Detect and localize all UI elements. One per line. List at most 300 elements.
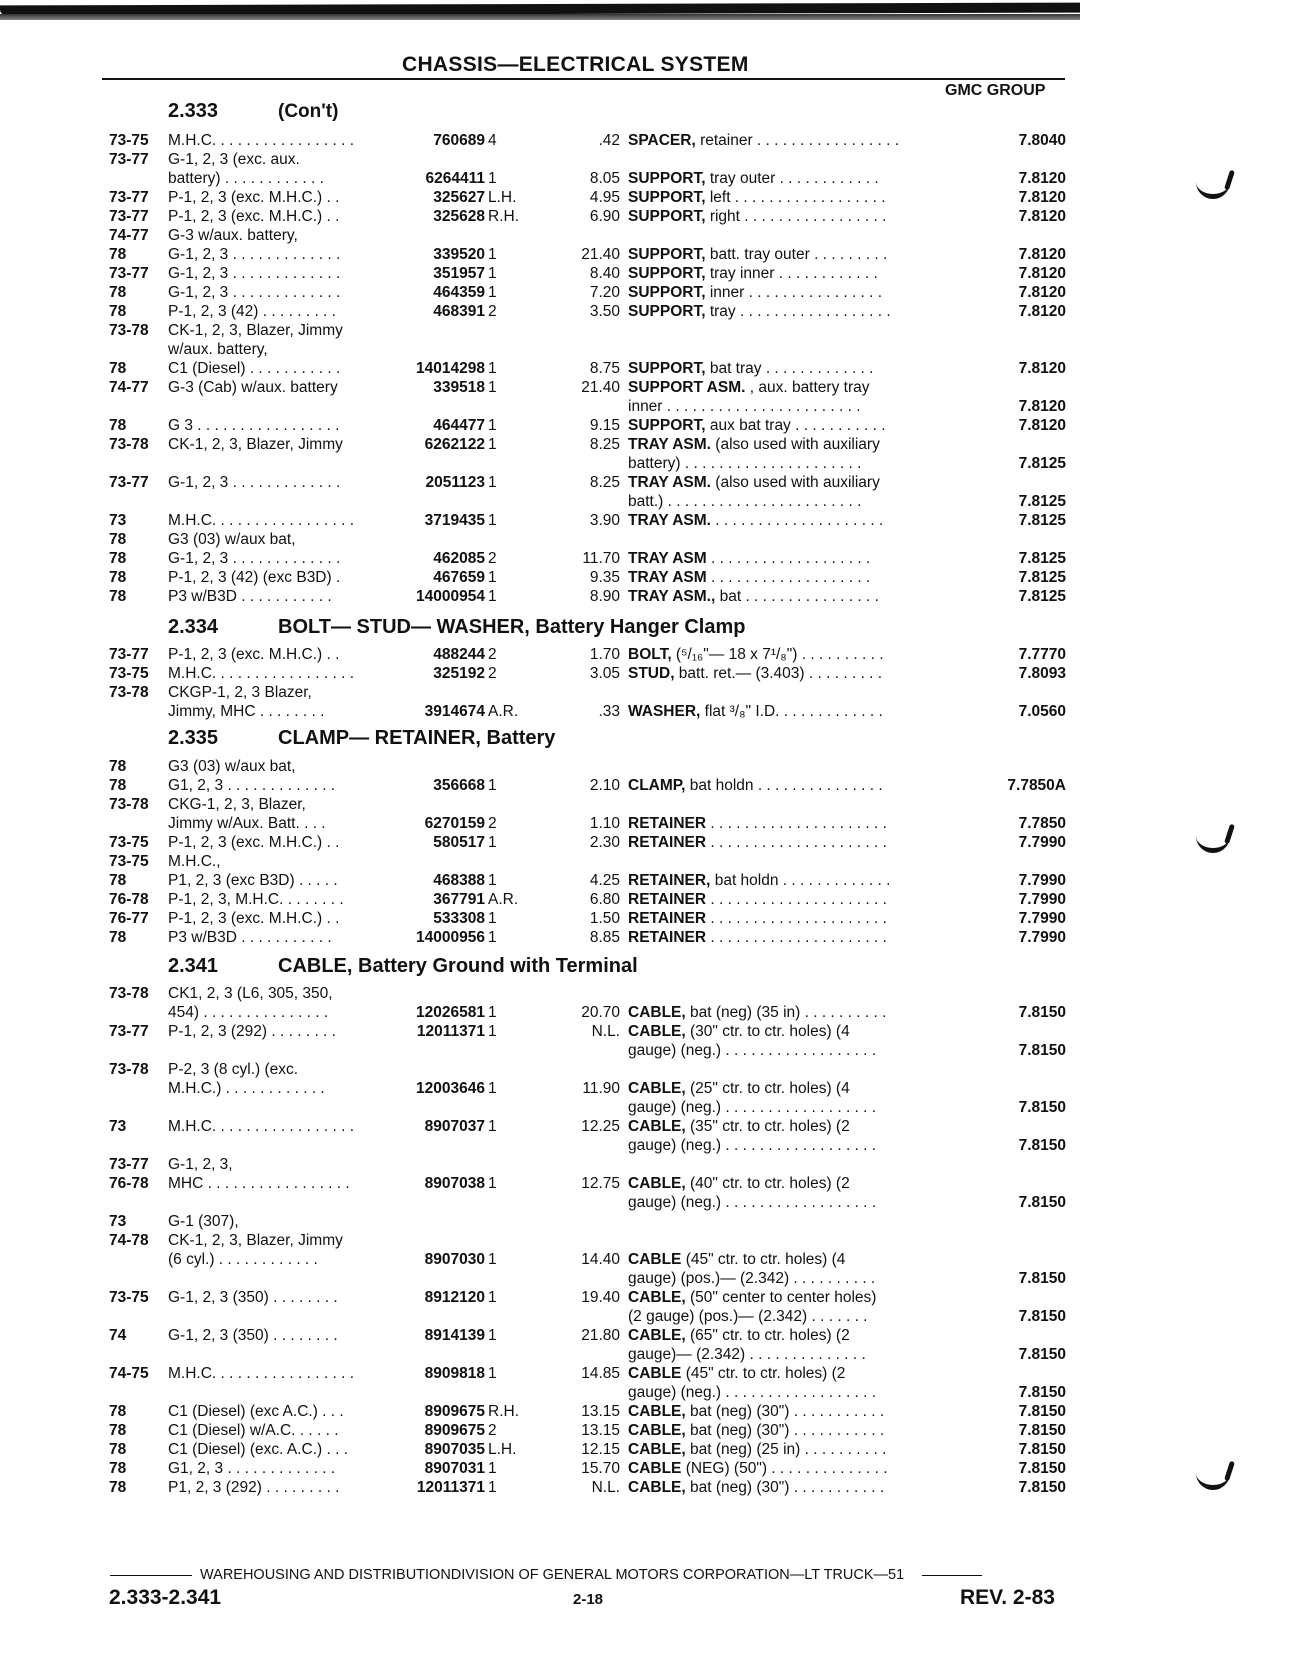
application: G3 (03) w/aux bat, (168, 758, 296, 775)
price: 11.90 (582, 1080, 620, 1097)
application: P-1, 2, 3 (42) (exc B3D) . (168, 569, 341, 586)
part-number: 8907031 (424, 1460, 485, 1477)
year-range: 76-77 (109, 910, 149, 927)
table-row (0, 984, 1305, 1003)
table-row (0, 283, 1305, 302)
description (628, 378, 950, 397)
part-detail: bat (neg) (30") . . . . . . . . . . . (685, 1403, 885, 1420)
group-number: 7.0560 (1018, 703, 1066, 720)
part-detail: retainer . . . . . . . . . . . . . . . . . (695, 132, 900, 149)
year-range: 78 (109, 777, 127, 794)
part-name: TRAY ASM., (628, 588, 716, 605)
year-range: 73-75 (109, 665, 149, 682)
application: G1, 2, 3 . . . . . . . . . . . . . (168, 1460, 336, 1477)
application: (6 cyl.) . . . . . . . . . . . . (168, 1251, 318, 1268)
section-number: 2.335 (168, 727, 219, 749)
description (628, 1478, 950, 1497)
application: P-1, 2, 3 (exc. M.H.C.) . . (168, 646, 340, 663)
price: 19.40 (581, 1289, 620, 1306)
part-number: 8907035 (424, 1441, 485, 1458)
table-row (0, 302, 1305, 321)
part-detail: bat tray . . . . . . . . . . . . . (705, 360, 874, 377)
table-row (0, 549, 1305, 568)
quantity: 1 (488, 246, 497, 263)
part-number: 12026581 (416, 1004, 485, 1021)
quantity: 1 (488, 379, 497, 396)
description (628, 1402, 950, 1421)
part-detail: inner . . . . . . . . . . . . . . . . . . . . . . . (628, 398, 861, 415)
application: Jimmy, MHC . . . . . . . . (168, 703, 325, 720)
part-name: CABLE, (628, 1023, 686, 1040)
application: w/aux. battery, (168, 341, 268, 358)
group-number: 7.7990 (1018, 929, 1066, 946)
year-range: 73-77 (109, 1023, 149, 1040)
group-number: 7.8150 (1018, 1422, 1066, 1439)
group-number: 7.8125 (1018, 455, 1066, 472)
description (628, 1117, 950, 1136)
year-range: 73-77 (109, 189, 149, 206)
section-heading (168, 100, 338, 123)
group-number: 7.8125 (1018, 493, 1066, 510)
part-number: 3914674 (424, 703, 485, 720)
quantity: R.H. (488, 1403, 519, 1420)
part-number: 488244 (433, 646, 485, 663)
quantity: 1 (488, 1460, 497, 1477)
table-row (0, 1117, 1305, 1136)
year-range: 73-78 (109, 322, 149, 339)
section-title: (Con't) (278, 101, 339, 122)
group-number: 7.8150 (1018, 1460, 1066, 1477)
part-number: 339520 (433, 246, 485, 263)
application: P-1, 2, 3 (exc. M.H.C.) . . (168, 910, 340, 927)
quantity: 2 (488, 1422, 497, 1439)
quantity: 1 (488, 1023, 497, 1040)
description (628, 1383, 950, 1402)
section-title: CLAMP— RETAINER, Battery (278, 727, 556, 749)
part-name: SUPPORT, (628, 284, 706, 301)
part-name: CABLE, (628, 1479, 686, 1496)
price: N.L. (591, 1479, 620, 1496)
part-number: 356668 (433, 777, 485, 794)
year-range: 78 (109, 1441, 127, 1458)
part-detail: gauge) (pos.)— (2.342) . . . . . . . . . . (628, 1270, 876, 1287)
year-range: 74-78 (109, 1232, 149, 1249)
quantity: 1 (488, 284, 497, 301)
description (628, 928, 950, 947)
part-name: SUPPORT ASM. (628, 379, 746, 396)
application: 454) . . . . . . . . . . . . . . . (168, 1004, 329, 1021)
application: CK1, 2, 3 (L6, 305, 350, (168, 985, 333, 1002)
description (628, 169, 950, 188)
price: 12.15 (581, 1441, 620, 1458)
application: P-1, 2, 3 (exc. M.H.C.) . . (168, 189, 340, 206)
application: P1, 2, 3 (292) . . . . . . . . . (168, 1479, 340, 1496)
year-range: 78 (109, 246, 127, 263)
part-detail: gauge)— (2.342) . . . . . . . . . . . . . . (628, 1346, 866, 1363)
group-number: 7.7990 (1018, 872, 1066, 889)
table-row (0, 814, 1305, 833)
price: 12.75 (581, 1175, 620, 1192)
application: P-2, 3 (8 cyl.) (exc. (168, 1061, 299, 1078)
year-range: 73-77 (109, 208, 149, 225)
table-row (0, 530, 1305, 549)
group-number: 7.8150 (1018, 1384, 1066, 1401)
group-number: 7.7850A (1007, 777, 1066, 794)
year-range: 73-75 (109, 132, 149, 149)
price: 13.15 (581, 1403, 620, 1420)
part-detail: (50" center to center holes) (685, 1289, 877, 1306)
part-name: TRAY ASM (628, 569, 707, 586)
table-row (0, 1269, 1305, 1288)
group-number: 7.8120 (1018, 265, 1066, 282)
price: 15.70 (581, 1460, 620, 1477)
description (628, 207, 950, 226)
application: G-1 (307), (168, 1213, 239, 1230)
year-range: 78 (109, 360, 127, 377)
description (628, 568, 950, 587)
price: 3.50 (589, 303, 620, 320)
footer-line (110, 1567, 982, 1583)
part-detail: (65" ctr. to ctr. holes) (2 (685, 1327, 850, 1344)
table-row (0, 833, 1305, 852)
description (628, 1041, 950, 1060)
part-name: WASHER, (628, 703, 701, 720)
quantity: A.R. (488, 891, 519, 908)
table-row (0, 435, 1305, 454)
part-name: RETAINER (628, 834, 707, 851)
application: G1, 2, 3 . . . . . . . . . . . . . (168, 777, 336, 794)
table-row (0, 757, 1305, 776)
quantity: 1 (488, 1175, 497, 1192)
part-detail: gauge) (neg.) . . . . . . . . . . . . . . . . . . (628, 1099, 877, 1116)
part-number: 8907037 (424, 1118, 485, 1135)
part-detail: bat (neg) (25 in) . . . . . . . . . . (685, 1441, 887, 1458)
description (628, 397, 950, 416)
application: M.H.C. . . . . . . . . . . . . . . . . (168, 1365, 355, 1382)
table-row (0, 928, 1305, 947)
part-detail: (⁵/₁₆"— 18 x 7¹/₈") . . . . . . . . . . (671, 646, 884, 663)
description (628, 1098, 950, 1117)
price: 21.40 (581, 379, 620, 396)
part-number: 6262122 (424, 436, 485, 453)
price: 7.20 (589, 284, 620, 301)
application: G-1, 2, 3 . . . . . . . . . . . . . (168, 284, 341, 301)
part-detail: . . . . . . . . . . . . . . . . . . . . . (706, 929, 887, 946)
application: battery) . . . . . . . . . . . . (168, 170, 324, 187)
part-number: 325627 (433, 189, 485, 206)
application: Jimmy w/Aux. Batt. . . . (168, 815, 326, 832)
part-number: 14000954 (416, 588, 485, 605)
part-detail: right . . . . . . . . . . . . . . . . . (705, 208, 887, 225)
part-detail: batt.) . . . . . . . . . . . . . . . . . . . . . . . (628, 493, 862, 510)
table-row (0, 188, 1305, 207)
application: G-3 (Cab) w/aux. battery (168, 379, 338, 396)
price: 13.15 (581, 1422, 620, 1439)
application: M.H.C. . . . . . . . . . . . . . . . . (168, 132, 355, 149)
description (628, 492, 950, 511)
description (628, 702, 950, 721)
group-number: 7.8150 (1018, 1479, 1066, 1496)
price: 21.40 (581, 246, 620, 263)
quantity: 1 (488, 474, 497, 491)
part-name: SUPPORT, (628, 170, 706, 187)
year-range: 78 (109, 569, 127, 586)
quantity: 1 (488, 1327, 497, 1344)
table-row (0, 131, 1305, 150)
group-number: 7.8120 (1018, 417, 1066, 434)
price: 2.30 (589, 834, 620, 851)
description (628, 283, 950, 302)
part-detail: gauge) (neg.) . . . . . . . . . . . . . . . . . . (628, 1137, 877, 1154)
part-number: 6264411 (425, 170, 485, 187)
price: 4.95 (589, 189, 620, 206)
price: 4.25 (589, 872, 620, 889)
table-row (0, 1345, 1305, 1364)
part-name: RETAINER (628, 891, 707, 908)
price: 1.70 (589, 646, 620, 663)
group-number: 7.8150 (1018, 1308, 1066, 1325)
part-number: 8914139 (424, 1327, 485, 1344)
description (628, 302, 950, 321)
table-row (0, 683, 1305, 702)
price: .33 (598, 703, 620, 720)
application: C1 (Diesel) w/A.C. . . . . . (168, 1422, 339, 1439)
part-detail: (2 gauge) (pos.)— (2.342) . . . . . . . (628, 1308, 868, 1325)
year-range: 78 (109, 1460, 127, 1477)
quantity: 2 (488, 550, 497, 567)
application: P1, 2, 3 (exc B3D) . . . . . (168, 872, 338, 889)
application: M.H.C., (168, 853, 221, 870)
quantity: 2 (488, 815, 497, 832)
application: P-1, 2, 3, M.H.C. . . . . . . . (168, 891, 344, 908)
part-detail: inner . . . . . . . . . . . . . . . . (705, 284, 883, 301)
description (628, 1440, 950, 1459)
part-name: SUPPORT, (628, 208, 706, 225)
quantity: 1 (488, 588, 497, 605)
part-number: 14014298 (416, 360, 485, 377)
part-number: 8912120 (424, 1289, 485, 1306)
description (628, 1193, 950, 1212)
table-row (0, 1440, 1305, 1459)
price: 2.10 (589, 777, 620, 794)
part-number: 580517 (433, 834, 485, 851)
header-rule (102, 78, 1065, 80)
table-row (0, 1231, 1305, 1250)
part-name: CABLE, (628, 1403, 686, 1420)
group-number: 7.8125 (1018, 569, 1066, 586)
application: P-1, 2, 3 (42) . . . . . . . . . (168, 303, 336, 320)
part-detail: (35" ctr. to ctr. holes) (2 (685, 1118, 850, 1135)
part-number: 12003646 (416, 1080, 485, 1097)
application: CK-1, 2, 3, Blazer, Jimmy (168, 436, 343, 453)
table-row (0, 568, 1305, 587)
description (628, 776, 950, 795)
part-name: CABLE, (628, 1327, 686, 1344)
part-name: CABLE, (628, 1080, 686, 1097)
top-edge-shadow (0, 14, 1080, 20)
part-detail: batt. ret.— (3.403) . . . . . . . . . (674, 665, 883, 682)
group-number: 7.8120 (1018, 398, 1066, 415)
description (628, 645, 950, 664)
part-name: RETAINER, (628, 872, 711, 889)
quantity: 1 (488, 170, 497, 187)
table-row (0, 1402, 1305, 1421)
application: C1 (Diesel) . . . . . . . . . . . (168, 360, 341, 377)
part-detail: tray . . . . . . . . . . . . . . . . . . (705, 303, 891, 320)
part-name: CABLE, (628, 1289, 686, 1306)
part-name: STUD, (628, 665, 675, 682)
quantity: 1 (488, 512, 497, 529)
application: M.H.C. . . . . . . . . . . . . . . . . (168, 512, 355, 529)
part-number: 468388 (433, 872, 485, 889)
table-row (0, 359, 1305, 378)
price: 3.90 (589, 512, 620, 529)
part-detail: left . . . . . . . . . . . . . . . . . . (705, 189, 886, 206)
section-number: 2.333 (168, 100, 219, 122)
part-detail: (also used with auxiliary (710, 474, 880, 491)
application: C1 (Diesel) (exc A.C.) . . . (168, 1403, 344, 1420)
table-row (0, 664, 1305, 683)
part-number: 14000956 (416, 929, 485, 946)
footer-revision: REV. 2-83 (960, 1586, 1055, 1609)
year-range: 73 (109, 512, 127, 529)
year-range: 73-77 (109, 1156, 149, 1173)
table-row (0, 1079, 1305, 1098)
application: CK-1, 2, 3, Blazer, Jimmy (168, 322, 343, 339)
part-detail: . . . . . . . . . . . . . . . . . . . (706, 550, 871, 567)
part-number: 462085 (433, 550, 485, 567)
group-heading: GMC GROUP (945, 82, 1046, 99)
quantity: 2 (488, 303, 497, 320)
part-number: 468391 (433, 303, 485, 320)
part-detail: . . . . . . . . . . . . . . . . . . . . . (706, 910, 887, 927)
description (628, 1136, 950, 1155)
quantity: A.R. (488, 703, 519, 720)
table-row (0, 207, 1305, 226)
group-number: 7.8150 (1018, 1346, 1066, 1363)
table-row (0, 1478, 1305, 1497)
section-title: BOLT— STUD— WASHER, Battery Hanger Clamp (278, 616, 746, 638)
year-range: 73-75 (109, 1289, 149, 1306)
table-row (0, 871, 1305, 890)
price: 8.90 (589, 588, 620, 605)
part-name: SUPPORT, (628, 265, 706, 282)
part-name: CABLE (628, 1460, 682, 1477)
part-number: 325628 (433, 208, 485, 225)
part-name: CABLE, (628, 1118, 686, 1135)
table-row (0, 1193, 1305, 1212)
quantity: 1 (488, 1251, 497, 1268)
group-number: 7.8150 (1018, 1004, 1066, 1021)
quantity: 1 (488, 1080, 497, 1097)
year-range: 78 (109, 758, 127, 775)
part-detail: bat . . . . . . . . . . . . . . . . (715, 588, 879, 605)
quantity: 1 (488, 910, 497, 927)
table-row (0, 416, 1305, 435)
part-detail: gauge) (neg.) . . . . . . . . . . . . . . . . . . (628, 1194, 877, 1211)
description (628, 264, 950, 283)
application: G-1, 2, 3 . . . . . . . . . . . . . (168, 246, 341, 263)
table-row (0, 852, 1305, 871)
quantity: L.H. (488, 1441, 517, 1458)
group-number: 7.8150 (1018, 1270, 1066, 1287)
year-range: 73 (109, 1213, 127, 1230)
year-range: 73-78 (109, 796, 149, 813)
table-row (0, 397, 1305, 416)
table-row (0, 1003, 1305, 1022)
group-number: 7.8093 (1018, 665, 1066, 682)
year-range: 73-77 (109, 151, 149, 168)
part-detail: gauge) (neg.) . . . . . . . . . . . . . . . . . . (628, 1042, 877, 1059)
part-number: 325192 (433, 665, 485, 682)
part-number: 464359 (433, 284, 485, 301)
year-range: 78 (109, 550, 127, 567)
part-name: CABLE (628, 1251, 682, 1268)
application: G-1, 2, 3 . . . . . . . . . . . . . (168, 550, 341, 567)
part-name: CABLE, (628, 1441, 686, 1458)
year-range: 73 (109, 1118, 127, 1135)
part-name: BOLT, (628, 646, 672, 663)
group-number: 7.7770 (1018, 646, 1066, 663)
year-range: 73-75 (109, 834, 149, 851)
part-name: TRAY ASM. (628, 512, 711, 529)
application: G3 (03) w/aux bat, (168, 531, 296, 548)
application: CKG-1, 2, 3, Blazer, (168, 796, 306, 813)
description (628, 416, 950, 435)
table-row (0, 1212, 1305, 1231)
group-number: 7.8150 (1018, 1194, 1066, 1211)
table-row (0, 1174, 1305, 1193)
table-row (0, 645, 1305, 664)
quantity: 1 (488, 1479, 497, 1496)
quantity: 4 (488, 132, 497, 149)
year-range: 78 (109, 1479, 127, 1496)
group-number: 7.7990 (1018, 910, 1066, 927)
price: 9.15 (589, 417, 620, 434)
part-detail: , aux. battery tray (745, 379, 870, 396)
application: G 3 . . . . . . . . . . . . . . . . . (168, 417, 340, 434)
part-detail: . . . . . . . . . . . . . . . . . . . . . (706, 815, 887, 832)
year-range: 78 (109, 1403, 127, 1420)
description (628, 664, 950, 683)
table-row (0, 890, 1305, 909)
part-detail: (40" ctr. to ctr. holes) (2 (685, 1175, 850, 1192)
group-number: 7.8125 (1018, 550, 1066, 567)
part-detail: . . . . . . . . . . . . . . . . . . . . . (706, 834, 887, 851)
quantity: 1 (488, 777, 497, 794)
part-name: RETAINER (628, 910, 707, 927)
part-name: CABLE, (628, 1422, 686, 1439)
part-detail: bat (neg) (30") . . . . . . . . . . . (685, 1422, 885, 1439)
price: N.L. (591, 1023, 620, 1040)
table-row (0, 587, 1305, 606)
description (628, 1022, 950, 1041)
price: 8.25 (589, 436, 620, 453)
part-name: TRAY ASM. (628, 474, 711, 491)
table-row (0, 511, 1305, 530)
application: M.H.C. . . . . . . . . . . . . . . . . (168, 1118, 355, 1135)
year-range: 74 (109, 1327, 127, 1344)
description (628, 359, 950, 378)
group-number: 7.8125 (1018, 512, 1066, 529)
part-number: 8909675 (424, 1422, 485, 1439)
year-range: 73-78 (109, 985, 149, 1002)
part-detail: . . . . . . . . . . . . . . . . . . . (706, 569, 871, 586)
description (628, 1307, 950, 1326)
application: P3 w/B3D . . . . . . . . . . . (168, 929, 332, 946)
price: 8.25 (589, 474, 620, 491)
part-number: 8909818 (424, 1365, 485, 1382)
